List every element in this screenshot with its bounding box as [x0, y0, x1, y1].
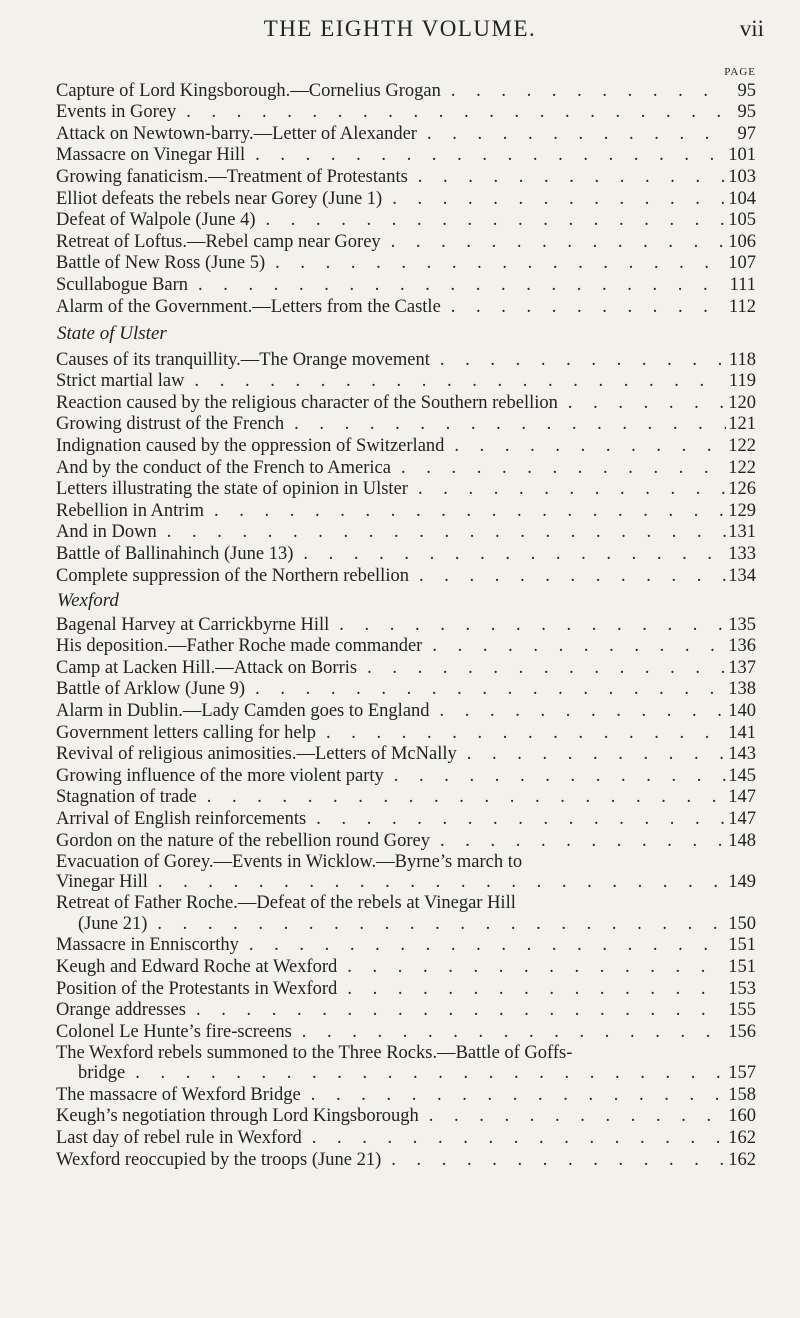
dot-leader [422, 636, 726, 657]
entry-page: 134 [728, 565, 756, 586]
entry-title: And in Down [56, 522, 157, 543]
dot-leader [419, 1106, 726, 1127]
entry-page: 126 [728, 479, 756, 500]
entry-title: Massacre in Enniscorthy [56, 935, 239, 956]
dot-leader [444, 436, 726, 457]
entry-page: 143 [728, 744, 756, 765]
dot-leader [188, 275, 726, 296]
toc-entry-line2 [56, 913, 756, 935]
entry-page: 122 [728, 435, 756, 456]
entry-title: Indignation caused by the oppression of Switzerland [56, 435, 445, 456]
entry-title: Letters illustrating the state of opinion in Ulster [56, 479, 408, 500]
toc-entry [56, 765, 756, 787]
entry-page: 145 [728, 765, 756, 786]
toc-entry-line2 [56, 1063, 756, 1085]
entry-title: Keugh and Edward Roche at Wexford [56, 956, 338, 977]
entry-title: Last day of rebel rule in Wexford [56, 1128, 302, 1149]
dot-leader [457, 744, 726, 765]
dot-leader [408, 167, 726, 188]
dot-leader [157, 522, 726, 543]
entry-page: 150 [728, 913, 756, 934]
toc-entry [56, 614, 756, 636]
toc-entry [56, 543, 756, 565]
entry-page: 111 [729, 274, 756, 295]
entry-page: 136 [728, 636, 756, 657]
page-folio: vii [739, 16, 764, 41]
entry-page: 157 [728, 1063, 756, 1084]
toc-entry [56, 80, 756, 102]
entry-page: 104 [728, 188, 756, 209]
dot-leader [245, 679, 726, 700]
toc-entry [56, 657, 756, 679]
toc-entry [56, 188, 756, 210]
entry-page: 149 [728, 872, 756, 893]
entry-title: Position of the Protestants in Wexford [56, 978, 338, 999]
dot-leader [184, 371, 726, 392]
entry-title: The Wexford rebels summoned to the Three Rocks.—Battle of Goffs- [56, 1042, 573, 1063]
entry-page: 147 [728, 787, 756, 808]
toc-group-3 [56, 614, 756, 1171]
toc-entry [56, 457, 756, 479]
toc-entry [56, 123, 756, 145]
entry-title: Orange addresses [56, 1000, 186, 1021]
toc-entry [56, 978, 756, 1000]
entry-page: 137 [728, 657, 756, 678]
toc-entry [56, 522, 756, 544]
entry-title: Reaction caused by the religious character of the Southern rebellion [56, 392, 558, 413]
dot-leader [316, 723, 726, 744]
entry-title: Stagnation of trade [56, 787, 197, 808]
dot-leader [306, 809, 726, 830]
dot-leader [301, 1085, 726, 1106]
page-column-label: PAGE [724, 66, 756, 78]
entry-title: Attack on Newtown-barry.—Letter of Alexander [56, 123, 417, 144]
toc-entry [56, 349, 756, 371]
dot-leader [292, 1022, 726, 1043]
dot-leader [337, 957, 726, 978]
dot-leader [125, 1063, 726, 1084]
entry-title: Battle of Ballinahinch (June 13) [56, 543, 294, 564]
entry-page: 151 [728, 956, 756, 977]
dot-leader [197, 787, 726, 808]
entry-title: And by the conduct of the French to America [56, 457, 391, 478]
toc-entry [56, 935, 756, 957]
dot-leader [245, 145, 726, 166]
toc-entry [56, 830, 756, 852]
dot-leader [409, 566, 726, 587]
dot-leader [391, 458, 726, 479]
entry-title: Gordon on the nature of the rebellion round Gorey [56, 830, 431, 851]
dot-leader [558, 393, 726, 414]
toc-entry [56, 274, 756, 296]
entry-page: 101 [728, 145, 756, 166]
entry-page: 95 [737, 102, 756, 123]
toc-entry [56, 1149, 756, 1171]
entry-page: 162 [728, 1149, 756, 1170]
entry-page: 95 [737, 80, 756, 101]
toc-entry [56, 722, 756, 744]
entry-title: Defeat of Walpole (June 4) [56, 210, 256, 231]
running-title: THE EIGHTH VOLUME. [263, 16, 537, 41]
entry-title-cont: Vinegar Hill [56, 872, 148, 893]
toc-entry-line1 [56, 893, 756, 913]
toc-entry [56, 210, 756, 232]
entry-page: 160 [728, 1106, 756, 1127]
toc-entry [56, 1021, 756, 1043]
entry-page: 158 [728, 1084, 756, 1105]
toc-entry [56, 231, 756, 253]
entry-title: Battle of New Ross (June 5) [56, 253, 266, 274]
dot-leader [384, 766, 726, 787]
dot-leader [430, 350, 726, 371]
entry-title: Alarm in Dublin.—Lady Camden goes to England [56, 700, 430, 721]
dot-leader [441, 297, 726, 318]
entry-title: Government letters calling for help [56, 722, 316, 743]
dot-leader [204, 501, 726, 522]
section-heading-ulster: State of Ulster [57, 323, 167, 344]
toc-entry [56, 253, 756, 275]
entry-page: 112 [728, 296, 756, 317]
toc-entry [56, 435, 756, 457]
entry-page: 131 [728, 522, 756, 543]
entry-page: 120 [728, 392, 756, 413]
entry-page: 156 [728, 1021, 756, 1042]
entry-title: Retreat of Father Roche.—Defeat of the rebels at Vinegar Hill [56, 893, 516, 914]
entry-title: Growing distrust of the French [56, 414, 285, 435]
entry-title: Massacre on Vinegar Hill [56, 145, 246, 166]
entry-page: 153 [728, 978, 756, 999]
dot-leader [176, 102, 726, 123]
entry-title: Scullabogue Barn [56, 274, 189, 295]
toc-entry [56, 956, 756, 978]
entry-title: His deposition.—Father Roche made commander [56, 636, 423, 657]
toc-entry [56, 414, 756, 436]
entry-title: Camp at Lacken Hill.—Attack on Borris [56, 657, 358, 678]
running-head [0, 16, 800, 46]
entry-page: 129 [728, 500, 756, 521]
toc-entry-line2 [56, 872, 756, 894]
entry-title: Wexford reoccupied by the troops (June 21) [56, 1149, 382, 1170]
dot-leader [357, 658, 726, 679]
dot-leader [430, 831, 726, 852]
entry-title: Growing fanaticism.—Treatment of Protestants [56, 166, 408, 187]
section-heading-wexford: Wexford [57, 590, 119, 611]
dot-leader [430, 701, 726, 722]
entry-title: Bagenal Harvey at Carrickbyrne Hill [56, 614, 330, 635]
toc-entry [56, 102, 756, 124]
entry-title: Battle of Arklow (June 9) [56, 679, 246, 700]
entry-page: 151 [728, 935, 756, 956]
entry-title: Alarm of the Government.—Letters from the Castle [56, 296, 441, 317]
dot-leader [256, 210, 726, 231]
entry-title-cont: bridge [78, 1063, 126, 1084]
entry-title: Growing influence of the more violent party [56, 765, 384, 786]
dot-leader [302, 1128, 726, 1149]
toc-entry [56, 787, 756, 809]
entry-title: Retreat of Loftus.—Rebel camp near Gorey [56, 231, 381, 252]
entry-page: 148 [728, 830, 756, 851]
toc-group-2 [56, 349, 756, 587]
entry-title: Colonel Le Hunte’s fire-screens [56, 1021, 292, 1042]
entry-title: Arrival of English reinforcements [56, 808, 307, 829]
dot-leader [147, 914, 726, 935]
entry-page: 122 [728, 457, 756, 478]
toc-entry [56, 744, 756, 766]
toc-entry [56, 392, 756, 414]
entry-title: Revival of religious animosities.—Letters of McNally [56, 744, 457, 765]
dot-leader [441, 81, 726, 102]
toc-entry [56, 166, 756, 188]
entry-page: 118 [728, 349, 756, 370]
toc-entry [56, 371, 756, 393]
dot-leader [381, 232, 726, 253]
dot-leader [329, 615, 726, 636]
dot-leader [381, 1150, 726, 1171]
entry-page: 119 [728, 371, 756, 392]
entry-page: 97 [737, 123, 756, 144]
toc-entry [56, 700, 756, 722]
toc-entry [56, 145, 756, 167]
entry-title: The massacre of Wexford Bridge [56, 1084, 301, 1105]
dot-leader [293, 544, 726, 565]
entry-page: 106 [728, 231, 756, 252]
entry-page: 141 [728, 722, 756, 743]
toc-entry-line1 [56, 852, 756, 872]
dot-leader [186, 1000, 726, 1021]
entry-title: Capture of Lord Kingsborough.—Cornelius Grogan [56, 80, 441, 101]
entry-page: 135 [728, 614, 756, 635]
toc-entry [56, 808, 756, 830]
entry-title: Events in Gorey [56, 102, 177, 123]
entry-title: Elliot defeats the rebels near Gorey (June 1) [56, 188, 383, 209]
toc-entry [56, 1000, 756, 1022]
toc-entry [56, 479, 756, 501]
entry-page: 107 [728, 253, 756, 274]
entry-title: Rebellion in Antrim [56, 500, 204, 521]
entry-title-cont: (June 21) [78, 913, 148, 934]
entry-page: 140 [728, 700, 756, 721]
dot-leader [408, 479, 726, 500]
toc-entry [56, 296, 756, 318]
toc-entry [56, 500, 756, 522]
entry-title: Complete suppression of the Northern rebellion [56, 565, 409, 586]
toc-group-1 [56, 80, 756, 318]
toc-entry [56, 565, 756, 587]
entry-title: Keugh’s negotiation through Lord Kingsborough [56, 1106, 419, 1127]
dot-leader [148, 872, 726, 893]
toc-entry-line1 [56, 1043, 756, 1063]
entry-page: 105 [728, 210, 756, 231]
dot-leader [284, 414, 726, 435]
dot-leader [239, 935, 726, 956]
toc-entry [56, 636, 756, 658]
dot-leader [265, 253, 726, 274]
toc-entry [56, 1084, 756, 1106]
entry-title: Strict martial law [56, 371, 185, 392]
toc-entry [56, 1127, 756, 1149]
entry-page: 133 [728, 543, 756, 564]
entry-page: 147 [728, 808, 756, 829]
toc-entry [56, 679, 756, 701]
entry-title: Causes of its tranquillity.—The Orange movement [56, 349, 430, 370]
entry-page: 138 [728, 679, 756, 700]
dot-leader [382, 189, 726, 210]
entry-page: 103 [728, 166, 756, 187]
entry-page: 155 [728, 1000, 756, 1021]
toc-entry [56, 1106, 756, 1128]
dot-leader [417, 124, 726, 145]
entry-page: 121 [728, 414, 756, 435]
entry-title: Evacuation of Gorey.—Events in Wicklow.—Byrne’s march to [56, 851, 523, 872]
entry-page: 162 [728, 1128, 756, 1149]
dot-leader [337, 979, 726, 1000]
